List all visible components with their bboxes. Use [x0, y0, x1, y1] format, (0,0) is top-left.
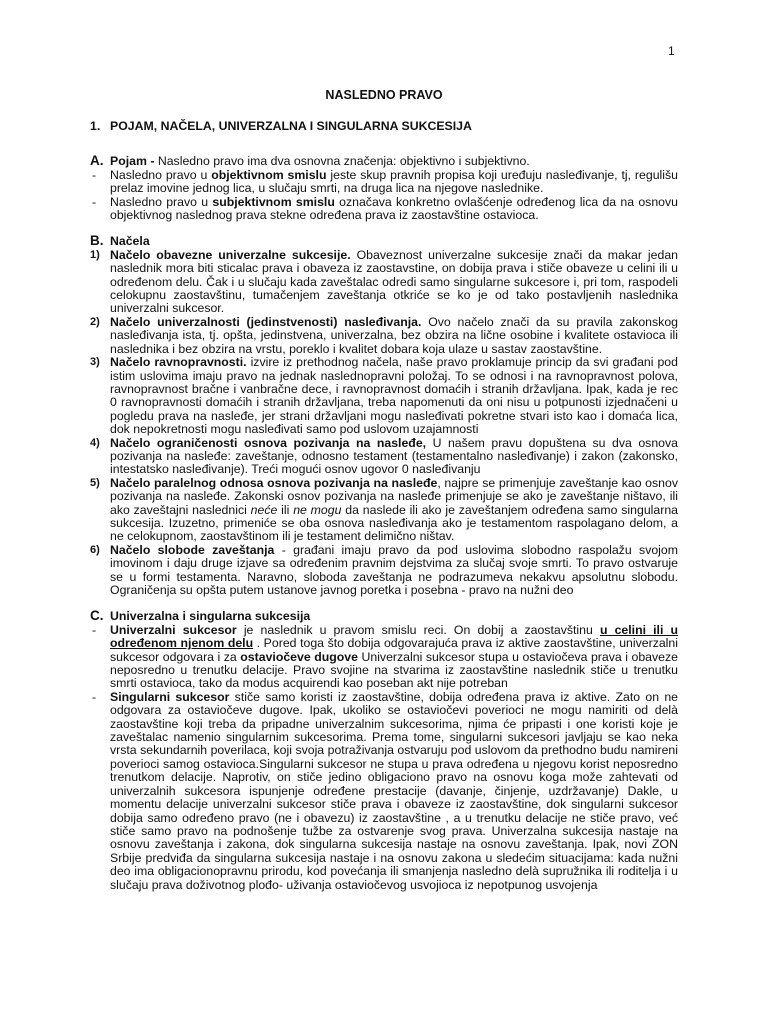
heading-number: 1.	[90, 119, 101, 133]
section-a-term: Pojam -	[110, 154, 155, 169]
list-item: - Univerzalni sukcesor je naslednik u pravom smislu reci. On dobij a zaostavštinu u celini ili u određenom njenom delu . Pored toga što dobija odgovarajuća prava iz aktive zaostavštine, univerzalni sukcesor odgovara i za ostaviočeve dugove Univerzalni sukcesor stupa u ostaviočeva prava i obaveze neposredno u trenutku delacije. Pravo svojine na stvarima iz zaostavštine naslednik stiče u trenutku smrti ostavioca, tako da modus acquirendi kao poseban akt nije potreban	[92, 622, 678, 691]
section-b-letter: B.	[90, 233, 104, 249]
principle-item: 6) Načelo slobode zaveštanja - građani imaju pravo da pod uslovima slobodno raspolažu svojom imovinom i daju druge izjave sa određenim pravnim dejstvima za slučaj svoje smrti. To pravo ostvaruje se u formi testamenta. Naravno, sloboda zaveštanja ne podrazumeva nekakvu apsolutnu slobodu. Ograničenja su opšta putem ustanove javnog poretka i posebna - pravo na nužni deo	[90, 542, 678, 597]
section-a-intro-text: Nasledno pravo ima dva osnovna značenja: objektivno i subjektivno.	[154, 154, 530, 169]
section-c-title: Univerzalna i singularna sukcesija	[110, 609, 311, 624]
principle-name: Načelo obavezne univerzalne sukcesije.	[110, 247, 351, 262]
page-number: 1	[668, 44, 675, 58]
principle-name: Načelo univerzalnosti (jedinstvenosti) nasleđivanja.	[110, 314, 422, 329]
term-bold-underlined: u celini ili u određenom njenom delu	[110, 622, 678, 651]
principle-name: Načelo slobode zaveštanja	[110, 542, 275, 557]
section-c-letter: C.	[90, 608, 104, 624]
principle-item: 4) Načelo ograničenosti osnova pozivanja na nasleđe, U našem pravu dopuštena su dva osnova pozivanja na nasleđe: zaveštanje, odnosno testament (testamentalno nasleđivanje) i zakon (zakonsko, intestatsko nasleđivanje). Treći mogući osnov ugovor 0 nasleđivanju	[90, 435, 678, 477]
principle-item: 5) Načelo paralelnog odnosa osnova pozivanja na nasleđe, najpre se primenjuje zaveštanje kao osnov pozivanja na nasleđe. Zakonski osnov pozivanja na nasleđe primenjuje se ako je zaveštanje ništavo, ili ako zaveštajni naslednici neće ili ne mogu da naslede ili ako je zaveštanjem određena samo singularna sukcesija. Izuzetno, primeniće se oba osnova nasleđivanja ako je testamentom raspolagano delom, a ne celokupnom, zaostavštinom ili je testament delimično ništav.	[90, 475, 679, 544]
item-marker: 5)	[90, 476, 100, 489]
section-a-letter: A.	[90, 153, 104, 169]
document-title: NASLEDNO PRAVO	[325, 88, 443, 102]
item-marker: 6)	[90, 543, 100, 556]
principle-name: Načelo paralelnog odnosa osnova pozivanja na nasleđe	[110, 475, 438, 490]
principle-name: Načelo ravnopravnosti.	[110, 355, 247, 370]
term-bold: Univerzalni sukcesor	[110, 622, 237, 637]
item-marker: 3)	[90, 356, 100, 369]
heading-text: POJAM, NAČELA, UNIVERZALNA I SINGULARNA SUKCESIJA	[110, 119, 472, 133]
section-c-heading	[90, 609, 678, 623]
principle-name: Načelo ograničenosti osnova pozivanja na nasleđe,	[110, 435, 427, 450]
list-item: - Singularni sukcesor stiče samo koristi iz zaostavštine, dobija određena prava iz aktive. Zato on ne odgovara za ostaviočeve dugove. Ipak, ukoliko se ostaviočevi poverioci ne mogu namiriti od delà zaostavštine koji treba da pripadne univerzalnim sukcesorima, njima će pripasti i one koristi koje je zaveštalac namenio singularnim sukcesorima. Prema tome, singularni sukcesori javljaju se kao neka vrsta sekundarnih poverilaca, koji svoja potraživanja ostvaruju pod uslovom da prethodno budu namireni poverioci samog ostavioca.Singularni sukcesor ne stupa u prava određena u njegovu korist neposredno trenutkom delacije. Naprotiv, on stiče jedino obligaciono pravo na osnovu koga može zahtevati od univerzalnih sukcesora ispunjenje određene prestacije (davanje, činjenje, uzdržavanje) Dakle, u momentu delacije univerzalni sukcesor stiče prava i obaveze iz zaostavštine, dok singularni sukcesor dobija samo određeno pravo (ne i obavezu) iz zaostavštine , a u trenutku delacije ne stiče pravo, već stiče samo pravo na podnošenje tužbe za ostvarenje svog prava. Univerzalna sukcesija nastaje na osnovu zaveštanja i zakona, dok singularna sukcesija nastaje na osnovu zaveštanja. Ipak, novi ZON Srbije predviđa da singularna sukcesija nastaje i na osnovu zakona u sledećim situacijama: kada nužni deo ima obligacionopravnu prirodu, kod povećanja ili smanjenja nasledno delà supružnika ili roditelja i u slučaju prava doživotnog plođo- uživanja ostaviočevog usvojioca iz nepotpunog usvojenja	[92, 689, 678, 892]
principle-item: 1) Načelo obavezne univerzalne sukcesije. Obaveznost univerzalne sukcesije znači da makar jedan naslednik mora biti sticalac prava i obaveza iz zaostavstine, on dobija prava i stiče obaveze u celini ili u određenom delu. Čak i u slučaju kada zaveštalac odredi samo singularne sukcesore i, pri tom, raspodeli celokupnu zaostavštinu, tumačenjem zaveštanja otkriće se ko je od tako postavljenih naslednika univerzalni sukcesor.	[90, 247, 678, 316]
principle-item: 2) Načelo univerzalnosti (jedinstvenosti) nasleđivanja. Ovo načelo znači da su pravila zakonskog nasleđivanja ista, tj. opšta, jedinstvena, univerzalna, bez obzira na lične osobine i kvalitete ostavioca ili naslednika i bez obzira na vrstu, poreklo i kvalitet dobara koja ulaze u sastav zaostavštine.	[90, 314, 678, 356]
term-bold: Singularni sukcesor	[110, 689, 230, 704]
term-bold: subjektivnom smislu	[212, 194, 335, 209]
list-item: - Nasledno pravo u objektivnom smislu jeste skup pravnih propisa koji uređuju nasleđivanje, tj, regulišu prelaz imovine jednog lica, u slučaju smrti, na druga lica na njegove naslednike.	[92, 167, 678, 196]
item-marker: 1)	[90, 248, 100, 261]
section-heading-1	[90, 120, 678, 133]
section-a-intro	[90, 154, 678, 168]
item-marker: 4)	[90, 436, 100, 449]
term-bold: objektivnom smislu	[211, 167, 327, 182]
list-item: - Nasledno pravo u subjektivnom smislu označava konkretno ovlašćenje određenog lica da na osnovu objektivnog naslednog prava stekne određena prava iz zaostavštine ostavioca.	[92, 194, 678, 223]
principle-item: 3) Načelo ravnopravnosti. izvire iz prethodnog načela, naše pravo proklamuje princip da svi građani pod istim uslovima imaju pravo na jednak naslednopravni položaj. To se odnosi i na ravnopravnost polova, ravnopravnost bračne i vanbračne dece, i ravnopravnost domaćih i stranih državljana. Ipak, kada je rec 0 ravnopravnosti domaćih i stranih državljana, treba napomenuti da oni nisu u potpunosti izjednačeni u pogledu prava na nasleđe, jer strani državljani mogu nasleđivati pokretne stvari isto kao i domaća lica, dok nepokretnosti mogu nasleđivati samo pod uslovom uzajamnosti	[90, 355, 678, 437]
bullet-dash: -	[92, 167, 97, 182]
item-marker: 2)	[90, 315, 100, 328]
document-body	[90, 120, 678, 892]
bullet-dash: -	[92, 194, 97, 209]
bullet-dash: -	[92, 689, 97, 704]
section-b-heading	[90, 234, 678, 248]
section-b-title: Načela	[110, 234, 150, 249]
bullet-dash: -	[92, 622, 97, 637]
term-bold: ostaviočeve dugove	[240, 649, 358, 664]
